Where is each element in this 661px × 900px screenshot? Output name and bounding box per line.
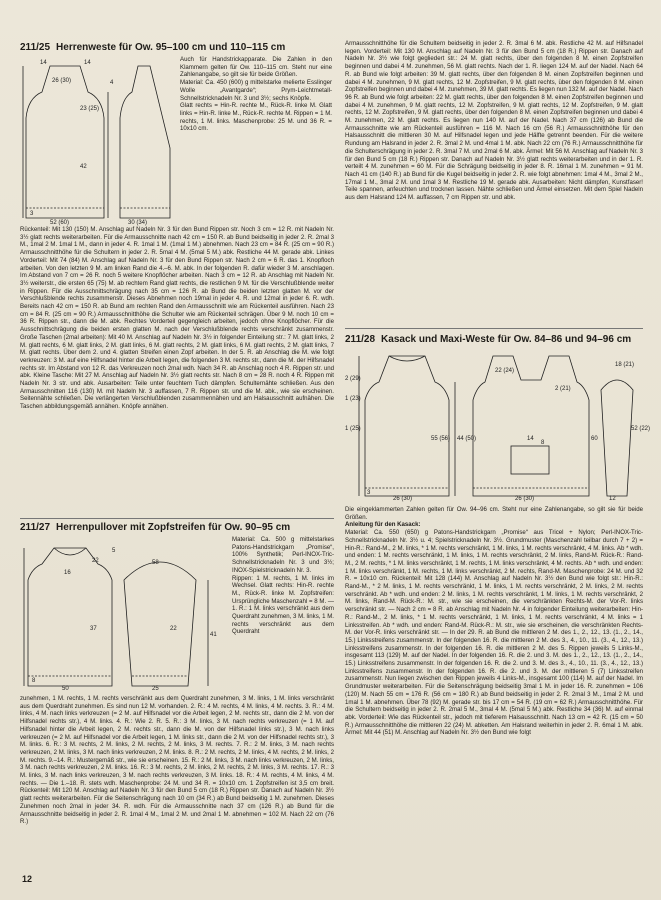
diagram-label: 2 (21) (555, 386, 571, 392)
diagram-label: 4 (110, 80, 114, 86)
material-text: Material: Ca. 450 (600) g mittelstarke melierte Esslinger Wolle „Avantgarde“; Prym-Leichtmetall-Schnellstricknadeln Nr. 3 und 3½; sechs Knöpfe. (180, 79, 332, 102)
diagram-label: 23 (25) (80, 106, 100, 112)
diagram-label: 41 (210, 632, 217, 638)
diagram-label: 26 (30) (515, 496, 535, 502)
diagram-label: 52 (22) (631, 426, 651, 432)
weste-body-text (20, 226, 334, 513)
diagram-label: 50 (62, 686, 69, 692)
section-divider (20, 518, 334, 519)
section-heading-211-28 (345, 334, 631, 346)
diagram-label: 12 (609, 496, 616, 502)
diagram-label: 14 (84, 60, 91, 66)
diagram-label: 42 (80, 164, 87, 170)
diagram-label: 60 (591, 436, 598, 442)
body-text: zunehmen, 1 M. rechts, 1 M. rechts verschränkt aus dem Querdraht zunehmen, 3 M. links, 1 M. links verschränkt aus dem Querdraht zunehmen. Es sind nun 12 M. vorhanden. 2. R.: 4 M. rechts, 4 M. links, 4 M. rechts. 3. R.: 4 M. links, 4 M. nach links verkreuzen (= 2 M. auf Hilfsnadel vor die Arbeit legen, 2 M. rechts str., dann die 2 M. von der Hilfsnadel rechts str.), 4 M. links. 4. R.: Wie 2. R. 5. R.: 3 M. links, 3 M. nach rechts verkreuzen (= 1 M. auf Hilfsnadel hinter die Arbeit legen, 2 M. rechts str., dann die M. von der Hilfsnadel links str.), 3 M. nach links verkreuzen (= 2 M. auf Hilfsnadel vor die Arbeit legen, 1 M. links str., dann die 2 M. von der Hilfsnadel rechts str.), 3 M. links. 6. R.: 3 M. rechts, 2 M. links, 2 M. rechts, 2 M. links, 3 M. rechts. 7. R.: 2 M. links, 3 M. nach rechts verkreuzen, 2 M. links, 3 M. nach links verkreuzen, 2 M. links. 8. R.: 2 M. rechts, 2 M. links, 4 M. rechts, 2 M. links, 2 M. rechts. 9.–14. R.: Mustergemäß str., wie sie erscheinen. 15. R.: 2 M. links, 3 M. nach links verkreuzen, 2 M. links, 3 M. nach rechts verkreuzen, 2 M. links. 16. R.: 3 M. rechts, 2 M. links, 2 M. rechts, 2 M. links, 3 M. rechts. 17. R.: 3 M. links, 3 M. nach links verkreuzen, 3 M. nach rechts verkreuzen, 3 M. links. 18. R.: 4 M. rechts, 4 M. links, 4 M. rechts. — Die 1.–18. R. stets wdh. Maschenprobe: 24 M. und 34 R. = 10x10 cm. 1 Zopfstreifen ist 3,5 cm breit. Rückenteil: Mit 120 M. Anschlag auf Nadeln Nr. 3 für den Bund 5 cm (18 R.) Rippen str. Danach auf Nadeln Nr. 3½ glatt rechts weiterarbeiten. Für die Seitenschrägung nach 10 cm (34 R.) ab Bund beidseitig 1 M. zunehmen. Dieses Zunehmen noch 2mal in jeder 34. R. wdh. Für die Armausschnitte nach 37 cm (126 R.) ab Bund für die Armausschnitte beidseitig in jeder 2. R. 1mal 4 M., 1mal 2 M. und 2mal 1 M. abnehmen = 102 M. Nach 22 cm (76 R.) (20, 695, 334, 826)
kasack-text-column (345, 506, 643, 867)
body-text: Material: Ca. 550 (650) g Patons-Handstrickgarn „Promise“ aus Tricel + Nylon; Perl-INOX-Tric-Schnellstricknadeln Nr. 3½ u. 4; Spielstricknadeln Nr. 3½. Grundmuster (Maschenzahl teilbar durch 7 + 2) = Hin-R.: Rand-M., 2 M. links, * 1 M. rechts verschränkt, 1 M. links, 1 M. rechts verschränkt, 4 M. links. Ab * wdh. und enden: 1 M. rechts verschränkt, 1 M. links, 1 M. rechts verschränkt, 2 M. links, Rand-M. Rück-R.: Rand-M., 2 M. rechts, * 1 M. links verschränkt, 1 M. rechts, 1 M. links verschränkt, 4 M. rechts. Ab * wdh. und enden: 1 M. links verschränkt, 1 M. rechts, 1 M. links verschränkt, 2 M. rechts, Rand-M. Maschenprobe: 24 M. und 32 R. = 10x10 cm. Rückenteil: Mit 128 (144) M. Anschlag auf Nadeln Nr. 3½ den Bund wie folgt str.: Hin-R.: Rand-M., * 2 M. links, 1 M. rechts verschränkt, 1 M. links, 1 M. rechts verschränkt, 2 M. links, 2 M. rechts verschränkt. Ab * wdh. und enden: 2 M. links, 1 M. rechts verschränkt, 1 M. links, 1 M. rechts verschränkt, 2 M. links, Rand-M. Rück-R.: M. str., wie sie erscheinen, die verschränkten Rechts-M. der Vor-R. links verschränkt str. — Nach 2 cm = 8 R. ab Anschlag mit Nadeln Nr. 4 in folgender Einteilung weiterarbeiten: Hin-R.: Rand-M., 2 M. links, * 1 M. rechts verschränkt, 1 M. links, 1 M. rechts verschränkt, 4 M. links = 1 Linksstreifen. Ab * wdh. und enden: Rand-M. Rück-R.: M. str., wie sie erscheinen, die verschränkten Rechts-M. der Vor-R. links verschränkt str. — In der 29. R. ab Bund die mittleren 2 M. des 1., 2., 12., 13. (1., 2., 14., 15.) Linksstreifens zusammenstr. In der folgenden 16. R. die mittleren 2 M. des 3., 4., 10., 11. (3., 4., 12., 13.) Linksstreifens zusammenstr. In der folgenden 16. R. die mittleren 2 M. des 5. Rippen jeweils 5 Links-M., insgesamt 113 (129) M. auf der Nadel. In der folgenden 16. R. die 2. und 3. M. des 1., 2., 12., 13. (1., 2., 14., 15.) Linksstreifens zusammenstr. In der folgenden 16. R. die 2. und 3. M. des 3., 4., 10., 11. (3., 4., 12., 13.) Linksstreifens zusammenstr. In der folgenden 16. R. die 2. und 3. M. der mittleren 5 (7) Linksstreifen zusammenstr. Nun liegen zwischen den Rippen jeweils 4 Links-M., insgesamt 100 (114) M. auf der Nadel. Im Grundmuster weiterarbeiten. Für die Seitenschrägung beidseitig 3mal 1 M. in jeder 16. R. zunehmen = 106 (120) M. Nach 55 cm = 176 R. (56 cm = 180 R.) ab Bund beidseitig in jeder 2. R. 2mal 3 M., 1mal 2 M. und 1mal 1 M. abnehmen. Über 78 (92) M. gerade str. bis 17 cm = 54 R. (19 cm = 62 R.) Armausschnitthöhe. Für die Schultern beidseitig in jeder 2. R. 2mal 5 M., 3mal 4 M. (5mal 5 M.) abk. Restliche 34 (36) M. auf einmal abk. Vorderteil: Wie das Rückenteil str., jedoch mit tieferem Halsausschnitt. Nach 13 cm = 42 R. (15 cm = 50 R.) Armausschnitthöhe die mittleren 22 (24) M. abketten. Am Halsrand weiterhin in jeder 2. R. 6mal 1 M. abk. Ärmel: Mit 44 (51) M. Anschlag auf Nadeln Nr. 3½ den Bund wie folgt (345, 529, 644, 737)
section-title: Kasack und Maxi-Weste für Ow. 84–86 und 94–96 cm (381, 334, 632, 345)
diagram-label: 18 (21) (615, 362, 635, 368)
pattern-text: Glatt rechts = Hin-R. rechte M., Rück-R. linke M. Glatt links = Hin-R. linke M., Rück-R. rechte M. Rippen = 1 M. rechts, 1 M. links. Maschenprobe: 25 M. und 36 R. = 10x10 cm. (180, 102, 332, 133)
diagram-label: 44 (50) (457, 436, 477, 442)
diagram-label: 22 (170, 626, 177, 632)
diagram-label: 14 (40, 60, 47, 66)
diagram-label: 1 (25) (345, 426, 361, 432)
diagram-label: 52 (60) (50, 220, 70, 226)
pullover-body-text (20, 695, 334, 867)
diagram-label: 2 (29) (345, 376, 361, 382)
diagram-label: 3 (367, 490, 371, 496)
pattern-text: Rippen: 1 M. rechts, 1 M. links im Wechsel. Glatt rechts: Hin-R. rechte M., Rück-R. linke M. Zopfstreifen: Ursprüngliche Maschenzahl = 8 M. — 1. R.: 1 M. links verschränkt aus dem Querdraht zunehmen, 3 M. links, 1 M. rechts verschränkt aus dem Querdraht (232, 574, 334, 636)
pullover-continuation-text (345, 40, 643, 320)
diagram-label: 16 (64, 570, 71, 576)
diagram-label: 55 (56) (431, 436, 451, 442)
page-number: 12 (22, 874, 33, 884)
diagram-label: 22 (24) (495, 368, 515, 374)
diagram-label: 5 (112, 548, 116, 554)
diagram-label: 1 (23) (345, 396, 361, 402)
diagram-label: 30 (34) (128, 220, 148, 226)
weste-intro-column (180, 56, 332, 178)
body-text: Rückenteil: Mit 130 (150) M. Anschlag auf Nadeln Nr. 3 für den Bund Rippen str. Noch 3 cm = 12 R. mit Nadeln Nr. 3½ glatt rechts weiterarbeiten. Für die Armausschnitte nach 42 cm = 150 R. ab Bund beidseitig in jeder 2. R. 2mal 3 M., 1mal 2 M. 1mal 1 M., dann in jeder 4. R. 1mal 1 M. (1mal 1 M.) abnehmen. Nach 23 cm = 84 R. (25 cm = 90 R.) Armausschnitthöhe für die Schultern in jeder 2. R. 5mal 4 M. (5mal 5 M.) abk. Restliche 44 M. gerade abk. Linkes Vorderteil: Mit 74 (84) M. Anschlag auf Nadeln Nr. 3 für den Bund Rippen str. Nach 2 cm = 6 R. das 1. Knopfloch arbeiten. Von den letzten 9 M. am linken Rand die 4.–6. M. abk. In der folgenden R. dafür wieder 3 M. anschlagen. Im Abstand von 7 cm = 26 R. noch 5 weitere Knopflöcher arbeiten. Nach 3 cm = 12 R. ab Anschlag mit Nadeln Nr. 3½ weiterstr., die ersten 65 (75) M. ab rechtem Rand glatt rechts, die restlichen 9 M. für die Verschlußblende weiter in Rippen. Für die Ausschnittschrägung nach 35 cm = 126 R. ab Bund die beiden letzten glatten M. vor der Verschlußblende rechts zusammenstr. Dieses Abnehmen noch 19mal in jeder 4. R. und 12mal in jeder 6. R. wdh. Bereits nach 42 cm = 150 R. ab Bund am rechten Rand den Armausschnitt wie am Rückenteil ausführen. Nach 23 cm = 84 R. (25 cm = 90 R.) Armausschnitthöhe die Schulter wie am Rückenteil schrägen. Über 9 M. noch 10 cm = 36 R. Rippen str., dann die M. abk. Rechtes Vorderteil gegengleich arbeiten, jedoch ohne Knopflöcher. Für die Ausschnittschrägung die beiden ersten glatten M. nach der Verschlußblende rechts verschränkt zusammenstr. Große Taschen (2mal arbeiten): Mit 40 M. Anschlag auf Nadeln Nr. 3½ in folgender Einteilung str.: 7 M. glatt links, 2 M. glatt rechts, 6 M. glatt links, 2 M. glatt links, 6 M. glatt rechts, 2 M. glatt links, 6 M. glatt rechts, 2 M. glatt links, 7 M. glatt rechts. Über dem 2. und 4. glatten Streifen einen Zopf arbeiten. In der 5. R. ab Anschlag die M. wie folgt verkreuzen: 3 M. auf eine Hilfsnadel hinter die Arbeit legen, die folgenden 3 M. rechts str., dann die M. der Hilfsnadel rechts str. Im Abstand von 12 R. das Verkreuzen noch 2mal wdh. Nach 34 R. ab Anschlag noch 4 R. Rippen str. und abk. Kleine Tasche: Mit 27 M. Anschlag auf Nadeln Nr. 3½ glatt rechts str. Nach 8 cm = 28 R. noch 4 R. Rippen mit Nadeln Nr. 3 str. und abk. Ausarbeiten: Teile unter feuchtem Tuch dämpfen. Schulternähte schließen. Aus den Armausschnitten 116 (130) M. mit Nadeln Nr. 3 auffassen, 7 R. Rippen str. und die M. abk., wie sie erscheinen. Seitennähte schließen. Die verlängerten Verschlußblenden zusammennähen und am Halsausschnitt aufnähen. Die Taschen abbildungsgemäß annähen. Knöpfe annähen. (20, 226, 334, 411)
section-title: Herrenweste für Ow. 95–100 cm und 110–115 cm (56, 42, 286, 53)
section-divider (345, 328, 643, 329)
section-heading-211-25 (20, 42, 285, 54)
diagram-label: 8 (541, 440, 545, 446)
section-title: Herrenpullover mit Zopfstreifen für Ow. 90–95 cm (56, 522, 291, 533)
material-text: Material: Ca. 500 g mittelstarkes Patons-Handstrickgarn „Promise“, 100% Synthetik; Perl-INOX-Tric-Schnellstricknadeln Nr. 3 und 3½; INOX-Spielstricknadeln Nr. 3. (232, 536, 334, 574)
intro-text: Die eingeklammerten Zahlen gelten für Ow. 94–96 cm. Steht nur eine Zahlenangabe, so gilt sie für beide Größen. (345, 506, 643, 521)
weste-pattern-diagram (20, 58, 178, 226)
diagram-label: 26 (30) (393, 496, 413, 502)
diagram-label: 25 (152, 686, 159, 692)
subheading: Anleitung für den Kasack: (345, 521, 421, 529)
section-number: 211/28 (345, 334, 376, 345)
diagram-label: 26 (30) (52, 78, 72, 84)
section-number: 211/25 (20, 42, 51, 53)
diagram-label: 14 (527, 436, 534, 442)
diagram-label: 3 (30, 211, 34, 217)
diagram-label: 22 (92, 558, 99, 564)
section-number: 211/27 (20, 522, 51, 533)
pullover-intro-column (232, 536, 334, 684)
intro-text: Auch für Handstrickapparate. Die Zahlen in den Klammern gelten für Ow. 110–115 cm. Steht nur eine Zahlenangabe, so gilt sie für beide Größen. (180, 56, 332, 79)
diagram-label: 58 (152, 560, 159, 566)
section-heading-211-27 (20, 522, 290, 534)
body-text: Armausschnitthöhe für die Schultern beidseitig in jeder 2. R. 3mal 6 M. abk. Restliche 42 M. auf Hilfsnadel legen. Vorderteil: Mit 130 M. Anschlag auf Nadeln Nr. 3 für den Bund 5 cm (18 R.) Rippen str. Danach auf Nadeln Nr. 3½ wie folgt gegliedert str.: 24 M. glatt rechts, über den folgenden 8 M. einen Zopfstreifen beginnen und dabei 4 M. zunehmen, 56 M. glatt rechts. Nach der 1. R. liegen 124 M. auf der Nadel. Nach 64 R. ab Bund wie folgt arbeiten: 39 M. glatt rechts, über den folgenden 8 M. einen Zopfstreifen beginnen und dabei 4 M. zunehmen, 9 M. glatt rechts, 12 M. Zopfstreifen, 9 M. glatt rechts, über den folgenden 8 M. einen Zopfstreifen beginnen und dabei 4 M. zunehmen, 39 M. glatt rechts. Es liegen nun 132 M. auf der Nadel. Nach 96 R. ab Bund wie folgt arbeiten: 22 M. glatt rechts, über den folgenden 8 M. einen Zopfstreifen beginnen und dabei 4 M. zunehmen, 9 M. glatt rechts, 12 M. Zopfstreifen, 9 M. glatt rechts, 12 M. Zopfstreifen, 9 M. glatt rechts, 12 M. Zopfstreifen, 9 M. glatt rechts, über den folgenden 8 M. einen Zopfstreifen beginnen und dabei 4 M. zunehmen, 22 M. glatt rechts. Es liegen nun 140 M. auf der Nadel. Nach 37 cm (126) ab Bund die Armausschnitte wie am Rückenteil ausführen = 116 M. Nach 16 cm (56 R.) Armausschnitthöhe für den Halsausschnitt die mittleren 30 M. auf Hilfsnadel legen und jede Hälfte getrennt beenden. Für die weitere Rundung am Halsrand in jeder 2. R. 3mal 2 M. und 4mal 1 M. abk. Nach 22 cm (76 R.) Armausschnitthöhe für die Schulterschrägung in jeder 2. R. 3mal 7 M. und 2mal 6 M. abk. Ärmel: Mit 56 M. Anschlag auf Nadeln Nr. 3 für den Bund 5 cm (18 R.) Rippen str. Danach auf Nadeln Nr. 3½ glatt rechts weiterarbeiten und in der 1. R. verteilt 4 M. zunehmen = 60 M. Für die Schrägung beidseitig in jeder 8. R. 16mal 1 M. zunehmen = 91 M. Nach 41 cm (140 R.) ab Bund für die Kugel beidseitig in jeder 2. R. wie folgt abnehmen: 1mal 4 M., 3mal 2 M., 17mal 1 M., 3mal 2 M. und 1mal 3 M. Restliche 19 M. gerade abk. Ausarbeiten: Nicht dämpfen, Kunstfaser! Teile spannen, anfeuchten und trocknen lassen. Nähte schließen und Ärmel einsetzen. Mit dem Spiel Nadeln aus dem Halsrand 124 M. auffassen, 7 cm Rippen str. und abk. (345, 40, 643, 202)
kasack-pattern-diagram (345, 350, 651, 502)
pullover-pattern-diagram (20, 540, 230, 692)
diagram-label: 37 (90, 626, 97, 632)
diagram-label: 8 (32, 678, 36, 684)
